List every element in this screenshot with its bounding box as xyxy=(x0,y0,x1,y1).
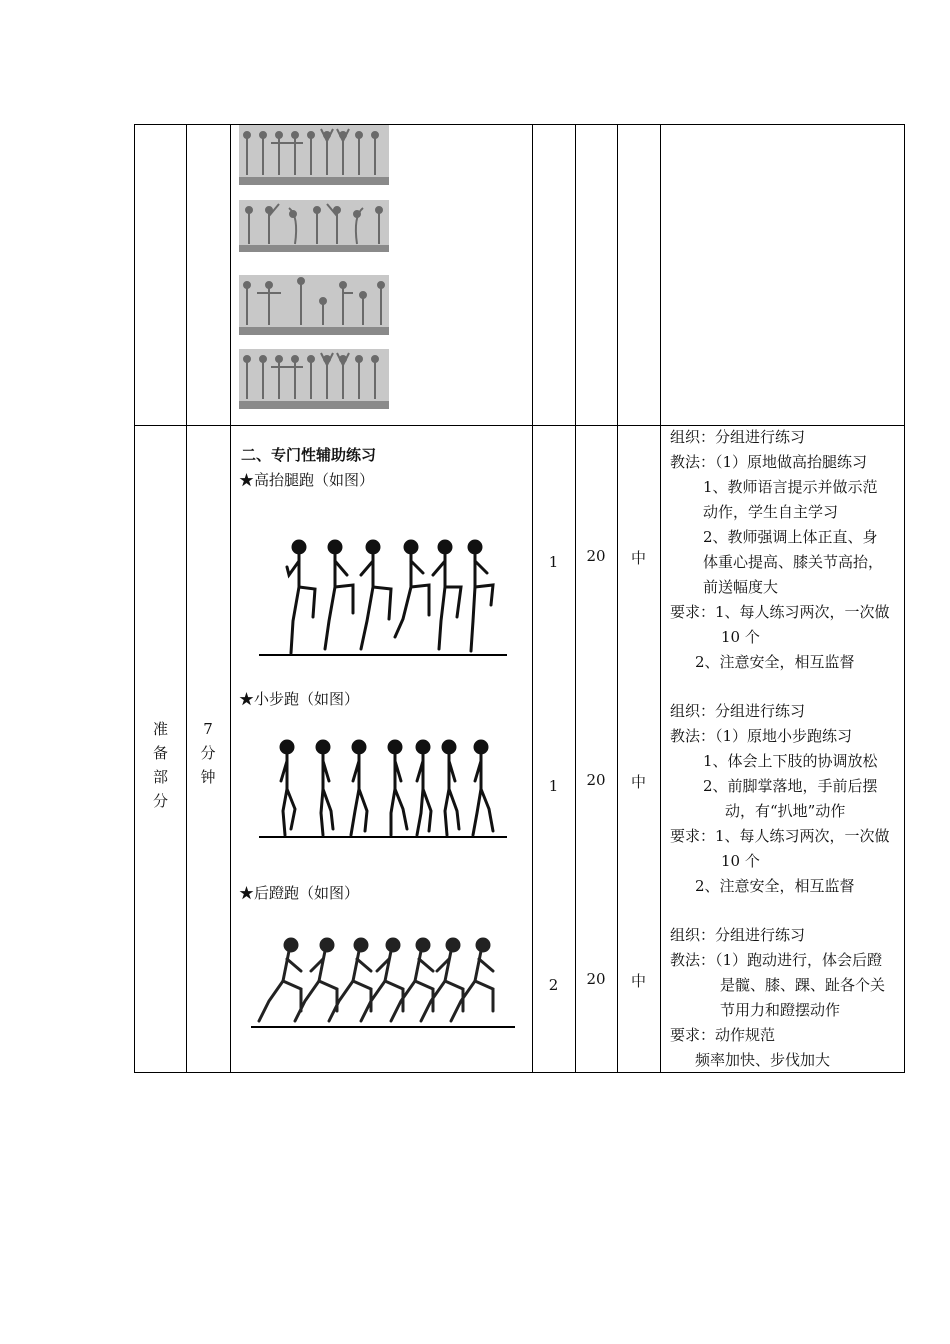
back-kick-figure xyxy=(247,931,515,1031)
count-high-knees: 20 xyxy=(586,547,606,565)
calisthenics-photo-3 xyxy=(239,275,389,335)
col-divider xyxy=(230,125,231,1072)
col-divider xyxy=(617,125,618,1072)
part-label: 准 备 部 分 xyxy=(152,720,168,810)
intensity-small-steps: 中 xyxy=(630,773,646,791)
exercise-title-high-knees: ★高抬腿跑（如图） xyxy=(239,471,375,489)
high-knees-figure xyxy=(259,537,507,659)
col-divider xyxy=(575,125,576,1072)
sets-high-knees: 1 xyxy=(548,553,559,571)
sets-small-steps: 1 xyxy=(548,777,559,795)
count-small-steps: 20 xyxy=(586,771,606,789)
col-divider xyxy=(532,125,533,1072)
calisthenics-photo-2 xyxy=(239,200,389,252)
calisthenics-photo-1 xyxy=(239,125,389,185)
lesson-plan-table: 准 备 部 分 7 分 钟 二、专门性辅助练习 ★高抬腿跑（如图） 1 20 中 组织：分组进行练习 教法：（1）原地做高抬腿练习 1、教师语言提示并做示范 动作，学生自主学习 2、教师强调上体正直、身 体重心提高、膝关节高抬， 前送幅度大 要求：1、每人练习两次，一次做 10 个 2、注意安全，相互监督 ★小步跑（如图） 1 20 中 组织：分组进行练习 教法：（1）原地小步跑练习 1、体会上下肢的协调放松 2、前脚掌落地，手前后摆 动，有“扒地”动作 要求：1、每人练习两次，一次做 10 个 2、注意安全，相互监督 ★后蹬跑（如图） 2 20 中 组织：分组进行练习 教法：（1）跑动进行，体会后蹬 是髋、膝、踝、趾各个关 节用力和蹬摆动作 要求：动作规范 频率加快、步伐加大 xyxy=(134,124,905,1073)
sets-back-kick: 2 xyxy=(548,976,559,994)
small-steps-figure xyxy=(259,737,507,841)
count-back-kick: 20 xyxy=(586,970,606,988)
exercise-title-small-steps: ★小步跑（如图） xyxy=(239,690,360,708)
calisthenics-photo-4 xyxy=(239,349,389,409)
intensity-high-knees: 中 xyxy=(630,549,646,567)
col-divider xyxy=(186,125,187,1072)
exercise-title-back-kick: ★后蹬跑（如图） xyxy=(239,884,360,902)
special-heading: 二、专门性辅助练习 xyxy=(241,446,377,464)
intensity-back-kick: 中 xyxy=(630,972,646,990)
col-divider xyxy=(660,125,661,1072)
duration-label: 7 分 钟 xyxy=(200,720,216,786)
